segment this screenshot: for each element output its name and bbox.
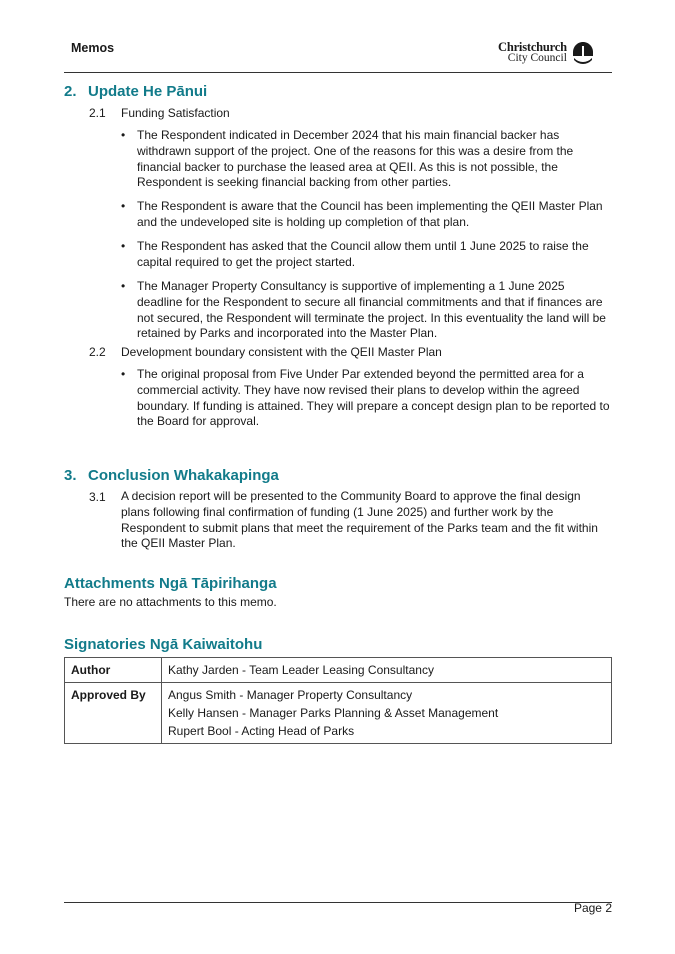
council-logo: [498, 41, 596, 65]
logo-line1: Christchurch: [498, 40, 567, 54]
table-row: [65, 683, 612, 744]
list-item: • The Respondent is aware that the Council has been implementing the QEII Master Plan and the undeveloped site is holding up completion of that plan.: [118, 199, 613, 231]
footer-rule: [64, 902, 612, 903]
subsection-2-2: 2.2 Development boundary consistent with the QEII Master Plan: [89, 345, 442, 359]
list-item: • The Manager Property Consultancy is supportive of implementing a 1 June 2025 deadline for the Respondent to secure all financial commitments and that if finances are not secured, the Respondent will terminate the project. In this eventuality the land will be retained by Parks and incorporated into the Master Plan.: [118, 279, 613, 342]
list-item: • The Respondent indicated in December 2024 that his main financial backer has withdrawn support of the project. One of the reasons for this was a desire from the financial backer to purchase the leased area at QEII. As this is not possible, the Respondent is seeking financial backing from other parties.: [118, 128, 613, 191]
bullet-list-2-1: [118, 128, 613, 350]
council-logo-icon: [570, 41, 596, 65]
approvers-cell: [162, 683, 612, 744]
signatories-heading: Signatories Ngā Kaiwaitohu: [64, 636, 263, 653]
list-item: • The original proposal from Five Under Par extended beyond the permitted area for a commercial activity. They have now revised their plans to develop within the agreed boundary. If funding is attained. They will prepare a concept design plan to be reported to the Board for approval.: [118, 367, 613, 430]
table-row: [65, 658, 612, 683]
approved-by-label: Approved By: [65, 683, 162, 744]
approver: Rupert Bool - Acting Head of Parks: [168, 724, 355, 738]
header-title: Memos: [71, 41, 115, 55]
section-3-heading: 3. Conclusion Whakakapinga: [64, 467, 279, 484]
author-value: Kathy Jarden - Team Leader Leasing Consultancy: [162, 658, 612, 683]
list-item: • The Respondent has asked that the Council allow them until 1 June 2025 to raise the capital required to get the project started.: [118, 239, 613, 271]
section-2-heading: 2. Update He Pānui: [64, 83, 208, 100]
subsection-2-1: 2.1 Funding Satisfaction: [89, 106, 230, 120]
approver: Angus Smith - Manager Property Consultancy: [168, 688, 413, 702]
logo-line2: City Council: [507, 52, 567, 64]
signatories-table: [64, 657, 612, 744]
attachments-heading: Attachments Ngā Tāpirihanga: [64, 575, 277, 592]
bullet-list-2-2: [118, 367, 613, 438]
attachments-text: There are no attachments to this memo.: [64, 595, 277, 609]
subsection-3-1-number: 3.1: [89, 490, 106, 504]
page-number: Page 2: [573, 901, 612, 915]
conclusion-text: A decision report will be presented to the Community Board to approve the final design plans following final confirmation of funding (1 June 2025) and further work by the Respondent to submit plans that meet the requirement of the Parks team and the fit within the QEII Master Plan.: [121, 489, 598, 551]
approver: Kelly Hansen - Manager Parks Planning & Asset Management: [168, 706, 499, 720]
author-label: Author: [65, 658, 162, 683]
header-rule: [64, 72, 612, 73]
